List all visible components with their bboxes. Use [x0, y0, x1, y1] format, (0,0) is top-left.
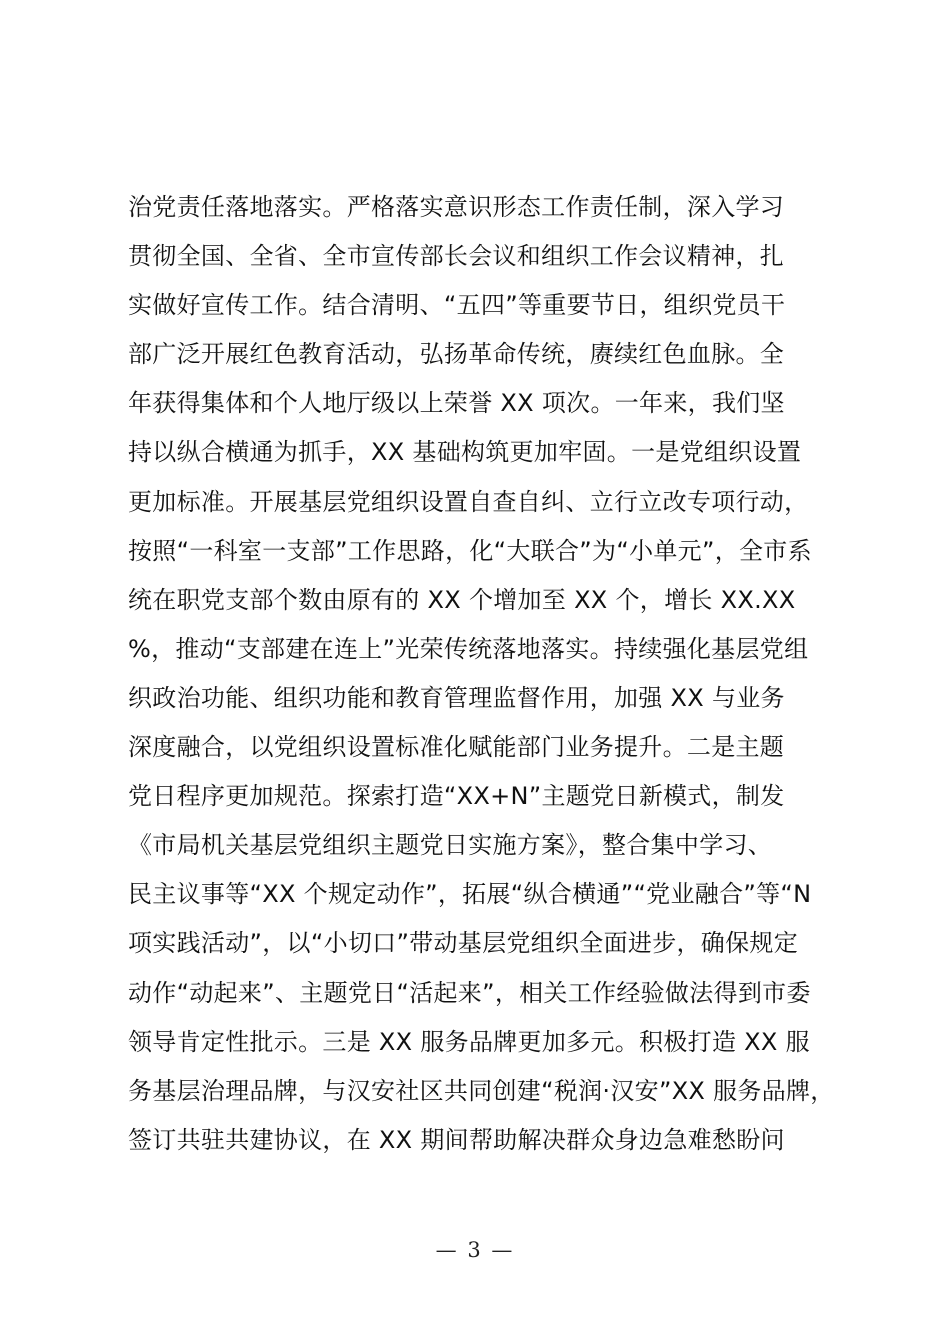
text-line: 贯彻全国、全省、全市宣传部长会议和组织工作会议精神，扎 [128, 242, 785, 271]
text-line: 《市局机关基层党组织主题党日实施方案》，整合集中学习、 [128, 831, 773, 860]
text-line: 治党责任落地落实。严格落实意识形态工作责任制，深入学习 [128, 193, 785, 221]
text-line: 统在职党支部个数由原有的 XX 个增加至 XX 个，增长 XX.XX [128, 585, 796, 614]
text-line: 织政治功能、组织功能和教育管理监督作用，加强 XX 与业务 [128, 683, 785, 712]
text-line: 部广泛开展红色教育活动，弘扬革命传统，赓续红色血脉。全 [128, 340, 785, 369]
text-line: 项实践活动”，以“小切口”带动基层党组织全面进步，确保规定 [128, 929, 798, 958]
text-line: 年获得集体和个人地厅级以上荣誉 XX 项次。一年来，我们坚 [128, 389, 785, 418]
text-line: 签订共驻共建协议，在 XX 期间帮助解决群众身边急难愁盼问 [128, 1125, 785, 1154]
text-line: %，推动“支部建在连上”光荣传统落地落实。持续强化基层党组 [128, 634, 809, 663]
text-line: 实做好宣传工作。结合清明、“五四”等重要节日，组织党员干 [128, 291, 786, 320]
text-line: 务基层治理品牌，与汉安社区共同创建“税润·汉安”XX 服务品牌， [128, 1076, 835, 1105]
text-line: 党日程序更加规范。探索打造“XX+N”主题党日新模式，制发 [128, 782, 785, 811]
text-line: 更加标准。开展基层党组织设置自查自纠、立行立改专项行动， [128, 487, 809, 516]
text-line: 领导肯定性批示。三是 XX 服务品牌更加多元。积极打造 XX 服 [128, 1027, 810, 1056]
text-line: 动作“动起来”、主题党日“活起来”，相关工作经验做法得到市委 [128, 978, 811, 1007]
body-text [128, 183, 838, 1165]
text-line: 持以纵合横通为抓手，XX 基础构筑更加牢固。一是党组织设置 [128, 438, 802, 467]
text-line: 民主议事等“XX 个规定动作”，拓展“纵合横通”“党业融合”等“N [128, 880, 812, 909]
page-number: — 3 — [435, 1238, 515, 1262]
text-line: 深度融合，以党组织设置标准化赋能部门业务提升。二是主题 [128, 733, 785, 762]
text-line: 按照“一科室一支部”工作思路，化“大联合”为“小单元”，全市系 [128, 536, 812, 565]
